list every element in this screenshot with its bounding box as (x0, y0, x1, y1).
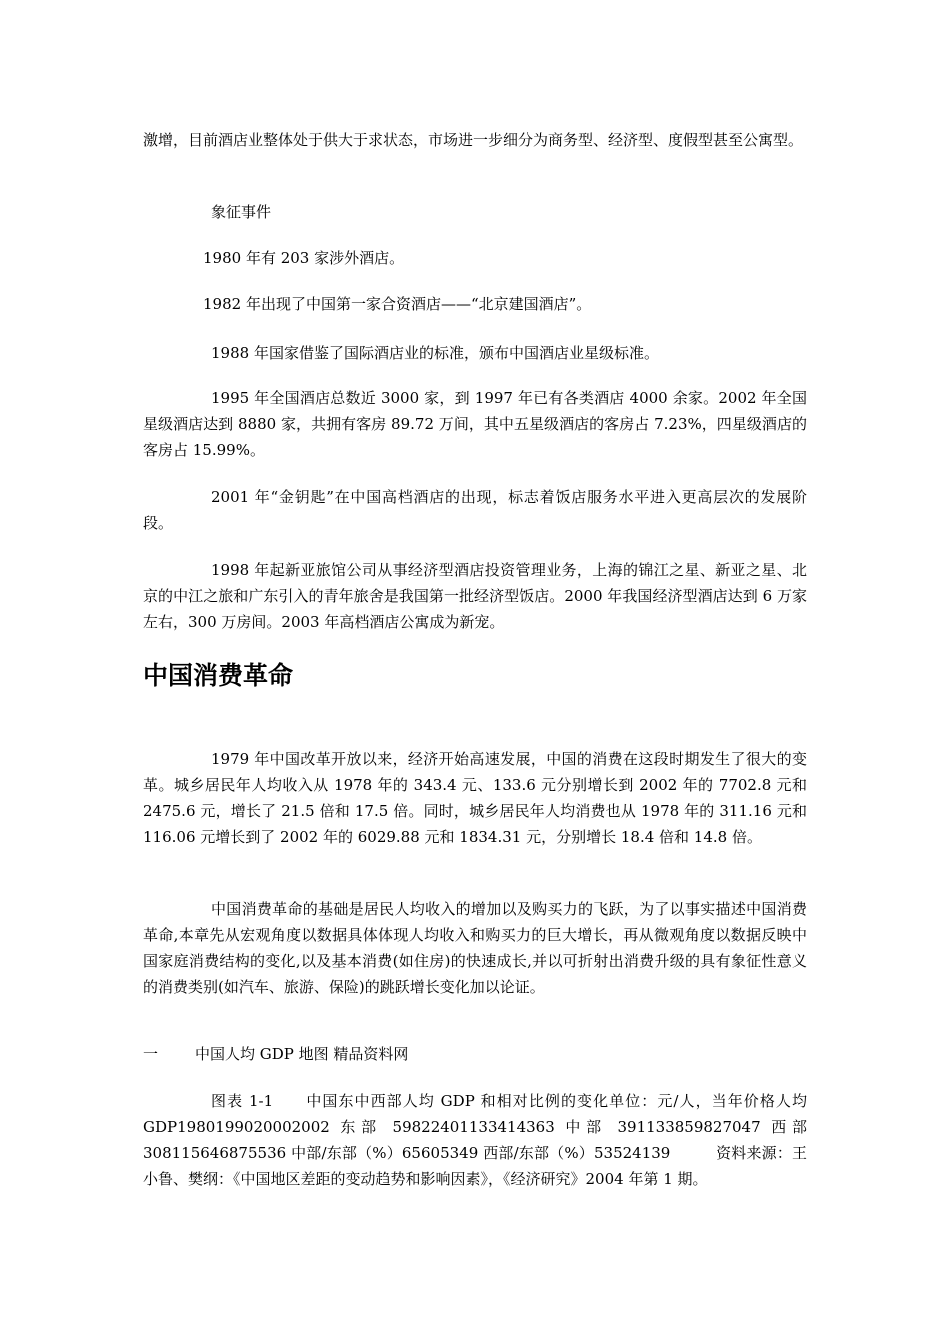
event-item-1998: 1998 年起新亚旅馆公司从事经济型酒店投资管理业务，上海的锦江之星、新亚之星、北京的中江之旅和广东引入的青年旅舍是我国第一批经济型饭店。2000 年我国经济型酒店达到 6 万家左右，300 万房间。2003 年高档酒店公寓成为新宠。 (143, 561, 807, 631)
event-item-1982: 1982 年出现了中国第一家合资酒店——“北京建国酒店”。 (203, 295, 592, 313)
subsection-number: 一 (143, 1045, 159, 1063)
event-item-1980: 1980 年有 203 家涉外酒店。 (203, 249, 405, 267)
event-item-1988: 1988 年国家借鉴了国际酒店业的标准，颁布中国酒店业星级标准。 (211, 344, 659, 362)
figure-caption: 图表 1-1 中国东中西部人均 GDP 和相对比例的变化单位：元/人，当年价格人均 GDP1980199020002002 东部 59822401133414363 中部 391133859827047 西部 308115646875536 中部/东部（%）65605349 西部/东部（%）53524139 资料来源：王小鲁、樊纲：《中国地区差距的变动趋势和影响因素》，《经济研究》2004 年第 1 期。 (143, 1092, 807, 1188)
subsection-title: 中国人均 GDP 地图 精品资料网 (195, 1045, 409, 1063)
intro-paragraph: 激增，目前酒店业整体处于供大于求状态，市场进一步细分为商务型、经济型、度假型甚至公寓型。 (143, 131, 804, 149)
event-item-2001: 2001 年“金钥匙”在中国高档酒店的出现，标志着饭店服务水平进入更高层次的发展阶段。 (143, 488, 807, 532)
event-item-1995: 1995 年全国酒店总数近 3000 家，到 1997 年已有各类酒店 4000 余家。2002 年全国星级酒店达到 8880 家，共拥有客房 89.72 万间，其中五星级酒店的客房占 7.23%，四星级酒店的客房占 15.99%。 (143, 389, 807, 459)
events-label: 象征事件 (211, 203, 272, 221)
section-paragraph-1: 1979 年中国改革开放以来，经济开始高速发展，中国的消费在这段时期发生了很大的变革。城乡居民年人均收入从 1978 年的 343.4 元、133.6 元分别增长到 2002 年的 7702.8 元和 2475.6 元，增长了 21.5 倍和 17.5 倍。同时，城乡居民年人均消费也从 1978 年的 311.16 元和 116.06 元增长到了 2002 年的 6029.88 元和 1834.31 元，分别增长 18.4 倍和 14.8 倍。 (143, 750, 807, 846)
section-paragraph-2: 中国消费革命的基础是居民人均收入的增加以及购买力的飞跃，为了以事实描述中国消费革命,本章先从宏观角度以数据具体体现人均收入和购买力的巨大增长，再从微观角度以数据反映中国家庭消费结构的变化,以及基本消费(如住房)的快速成长,并以可折射出消费升级的具有象征性意义的消费类别(如汽车、旅游、保险)的跳跃增长变化加以论证。 (143, 900, 807, 996)
section-title: 中国消费革命 (143, 661, 294, 690)
